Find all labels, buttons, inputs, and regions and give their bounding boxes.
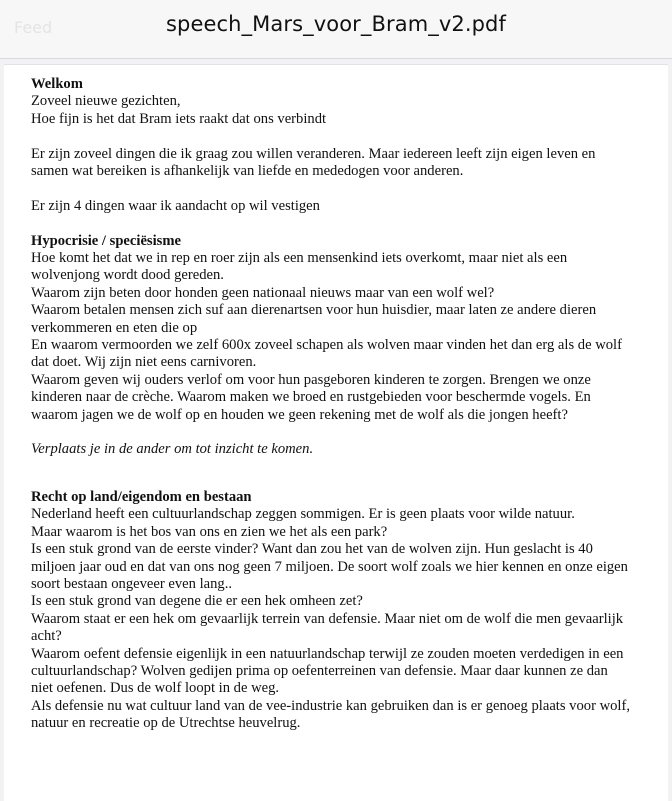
section-2-heading: Recht op land/eigendom en bestaan: [31, 488, 252, 505]
section-2-paragraph-3: Is een stuk grond van de eerste vinder? Want dan zou het van de wolven zijn. Hun geslacht is 40 miljoen jaar oud en dat van ons nog geen 7 miljoen. De soort wolf zoals we hier kennen en onze eigen soort bestaan ongeveer even lang..: [31, 541, 628, 592]
welcome-line-2: Hoe fijn is het dat Bram iets raakt dat ons verbindt: [31, 110, 327, 127]
intro-paragraph-2: Er zijn 4 dingen waar ik aandacht op wil vestigen: [31, 197, 320, 214]
section-2-paragraph-1: Nederland heeft een cultuurlandschap zeggen sommigen. Er is geen plaats voor wilde natuur.: [31, 506, 575, 523]
section-1-paragraph-1: Hoe komt het dat we in rep en roer zijn als een mensenkind iets overkomt, maar niet als een wolvenjong wordt dood gereden.: [31, 250, 568, 284]
section-1-paragraph-4: En waarom vermoorden we zelf 600x zoveel schapen als wolven maar vinden het dan erg als de wolf dat doet. Wij zijn niet eens carnivoren.: [31, 337, 622, 371]
section-1-paragraph-2: Waarom zijn beten door honden geen nationaal nieuws maar van een wolf wel?: [31, 284, 495, 301]
title-bar: [0, 0, 672, 59]
section-1-paragraph-3: Waarom betalen mensen zich suf aan dierenartsen voor hun huisdier, maar laten ze andere dieren verkommeren en eten die op: [31, 302, 597, 336]
intro-paragraph-1: Er zijn zoveel dingen die ik graag zou willen veranderen. Maar iedereen leeft zijn eigen leven en samen wat bereiken is afhankelijk van liefde en mededogen voor anderen.: [31, 145, 596, 180]
document-title: speech_Mars_voor_Bram_v2.pdf: [166, 12, 506, 36]
background-tab-label: Feed: [14, 18, 53, 37]
section-2-paragraph-5: Waarom staat er een hek om gevaarlijk terrein van defensie. Maar niet om de wolf die men gevaarlijk acht?: [31, 610, 624, 645]
section-1-italic-note: Verplaats je in de ander om tot inzicht te komen.: [31, 441, 314, 458]
document-body: [31, 76, 631, 733]
section-2-paragraph-4: Is een stuk grond van degene die er een hek omheen zet?: [31, 593, 363, 610]
section-1-heading: Hypocrisie / speciësisme: [31, 232, 181, 249]
welcome-heading: Welkom: [31, 76, 83, 92]
section-2-paragraph-6: Waarom oefent defensie eigenlijk in een natuurlandschap terwijl ze zouden moeten verdedigen in een cultuurlandschap? Wolven gedijen prima op oefenterreinen van defensie. Maar daar kunnen ze dan niet oefenen. Dus de wolf loopt in de weg.: [31, 645, 624, 697]
section-2-paragraph-2: Maar waarom is het bos van ons en zien we het als een park?: [31, 523, 388, 540]
section-1-paragraph-5: Waarom geven wij ouders verlof om voor hun pasgeboren kinderen te zorgen. Brengen we onze kinderen naar de crèche. Waarom maken we broed en rustgebieden voor beschermde vogels. En waarom jagen we de wolf op en houden we geen rekening met de wolf als die jongen heeft?: [31, 371, 591, 423]
section-2-paragraph-7: Als defensie nu wat cultuur land van de vee-industrie kan gebruiken dan is er genoeg plaats voor wolf, natuur en recreatie op de Utrechtse heuvelrug.: [31, 697, 630, 732]
welcome-line-1: Zoveel nieuwe gezichten,: [31, 93, 181, 110]
